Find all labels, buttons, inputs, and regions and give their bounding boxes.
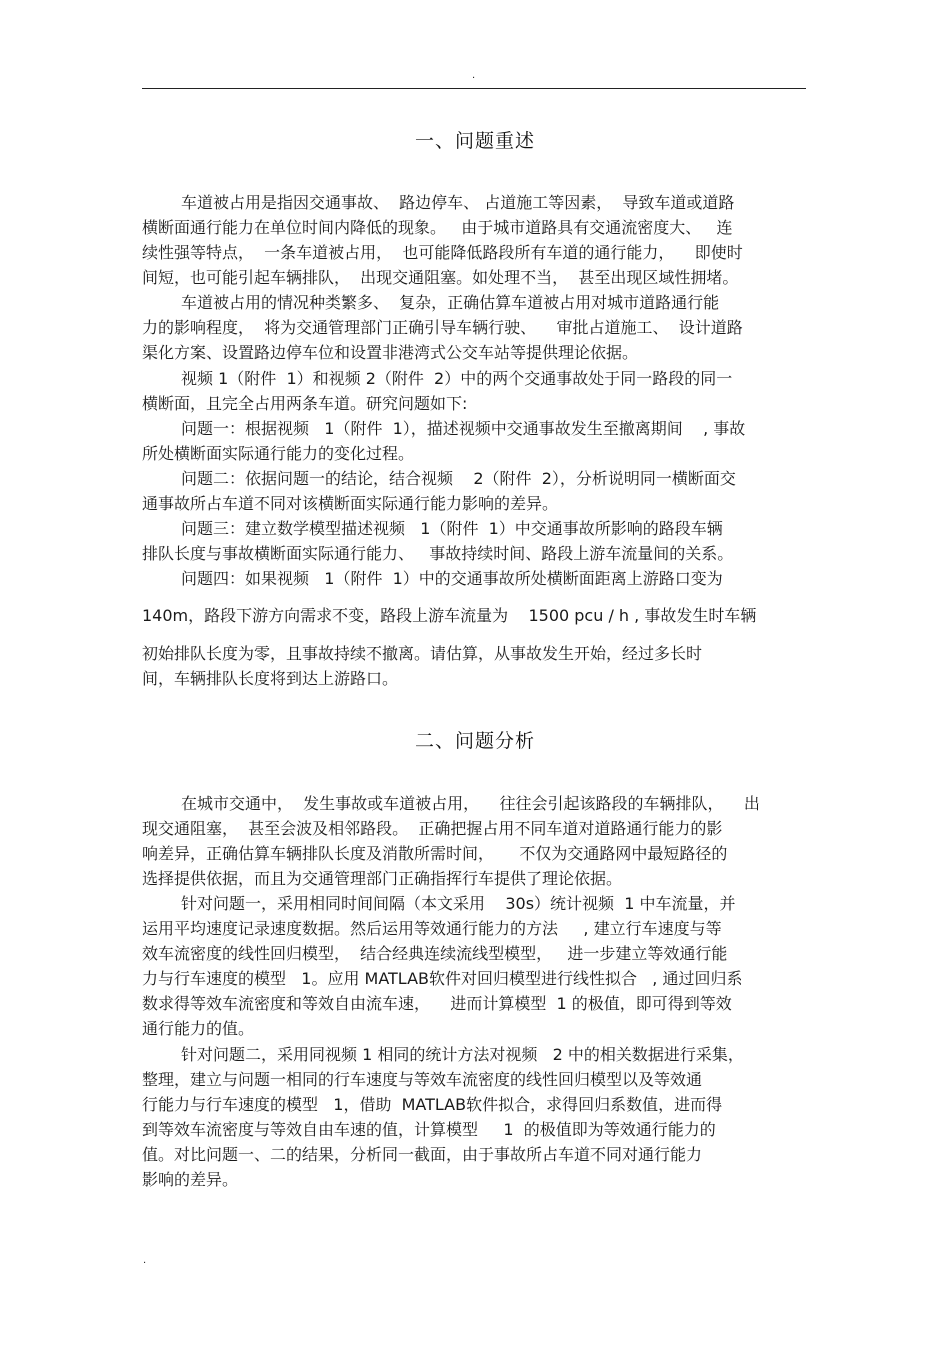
section-title: 二、问题分析 — [414, 730, 535, 752]
paragraph-line: 针对问题二，采用同视频 1 相同的统计方法对视频 2 中的相关数据进行采集， — [181, 1045, 744, 1064]
paragraph-line: 值。对比问题一、二的结果，分析同一截面，由于事故所占车道不同对通行能力 — [142, 1145, 703, 1164]
paragraph-line: 影响的差异。 — [142, 1170, 239, 1189]
paragraph-line: 到等效车流密度与等效自由车速的值，计算模型 1 的极值即为等效通行能力的 — [142, 1120, 716, 1139]
section-title: 一、问题重述 — [414, 130, 535, 152]
paragraph-line: 问题二：依据问题一的结论，结合视频 2（附件 2），分析说明同一横断面交 — [181, 469, 736, 488]
paragraph-line: 车道被占用是指因交通事故、 路边停车、 占道施工等因素， 导致车道或道路 — [181, 193, 735, 212]
paragraph-line: 运用平均速度记录速度数据。然后运用等效通行能力的方法 , 建立行车速度与等 — [142, 919, 722, 938]
paragraph-line: 响差异，正确估算车辆排队长度及消散所需时间， 不仅为交通路网中最短路径的 — [142, 844, 728, 863]
paragraph-line: 续性强等特点， 一条车道被占用， 也可能降低路段所有车道的通行能力， 即使时 — [142, 243, 743, 262]
page-top-mark: . — [472, 70, 476, 81]
paragraph-line: 所处横断面实际通行能力的变化过程。 — [142, 444, 415, 463]
paragraph-line: 问题三：建立数学模型描述视频 1（附件 1）中交通事故所影响的路段车辆 — [181, 519, 723, 538]
paragraph-line: 140m，路段下游方向需求不变，路段上游车流量为 1500 pcu / h , 事故发生时车辆 — [142, 606, 757, 625]
paragraph-line: 整理，建立与问题一相同的行车速度与等效车流密度的线性回归模型以及等效通 — [142, 1070, 703, 1089]
paragraph-line: 排队长度与事故横断面实际通行能力、 事故持续时间、路段上游车流量间的关系。 — [142, 544, 734, 563]
paragraph-line: 针对问题一，采用相同时间间隔（本文采用 30s）统计视频 1 中车流量，并 — [181, 894, 736, 913]
paragraph-line: 车道被占用的情况种类繁多、 复杂，正确估算车道被占用对城市道路通行能 — [181, 293, 720, 312]
paragraph-line: 初始排队长度为零，且事故持续不撤离。请估算，从事故发生开始，经过多长时 — [142, 644, 703, 663]
paragraph-line: 间，车辆排队长度将到达上游路口。 — [142, 669, 399, 688]
paragraph-line: 渠化方案、设置路边停车位和设置非港湾式公交车站等提供理论依据。 — [142, 343, 639, 362]
paragraph-line: 问题四：如果视频 1（附件 1）中的交通事故所处横断面距离上游路口变为 — [181, 569, 723, 588]
paragraph-line: 间短，也可能引起车辆排队， 出现交通阻塞。如处理不当， 甚至出现区域性拥堵。 — [142, 268, 739, 287]
paragraph-line: 现交通阻塞， 甚至会波及相邻路段。 正确把握占用不同车道对道路通行能力的影 — [142, 819, 723, 838]
paragraph-line: 视频 1（附件 1）和视频 2（附件 2）中的两个交通事故处于同一路段的同一 — [181, 369, 733, 388]
paragraph-line: 数求得等效车流密度和等效自由流车速， 进而计算模型 1 的极值，即可得到等效 — [142, 994, 732, 1013]
paragraph-line: 通行能力的值。 — [142, 1019, 255, 1038]
paragraph-line: 横断面通行能力在单位时间内降低的现象。 由于城市道路具有交通流密度大、 连 — [142, 218, 733, 237]
page-bottom-mark: . — [143, 1255, 147, 1266]
paragraph-line: 选择提供依据，而且为交通管理部门正确指挥行车提供了理论依据。 — [142, 869, 623, 888]
paragraph-line: 力与行车速度的模型 1。应用 MATLAB软件对回归模型进行线性拟合 , 通过回归系 — [142, 969, 743, 988]
paragraph-line: 在城市交通中， 发生事故或车道被占用， 往往会引起该路段的车辆排队， 出 — [181, 794, 760, 813]
paragraph-line: 行能力与行车速度的模型 1，借助 MATLAB软件拟合，求得回归系数值，进而得 — [142, 1095, 723, 1114]
paragraph-line: 问题一：根据视频 1（附件 1），描述视频中交通事故发生至撤离期间 , 事故 — [181, 419, 746, 438]
paragraph-line: 横断面，且完全占用两条车道。研究问题如下: — [142, 394, 468, 413]
header-rule — [142, 88, 806, 89]
paragraph-line: 力的影响程度， 将为交通管理部门正确引导车辆行驶、 审批占道施工、 设计道路 — [142, 318, 743, 337]
paragraph-line: 效车流密度的线性回归模型， 结合经典连续流线型模型， 进一步建立等效通行能 — [142, 944, 728, 963]
paragraph-line: 通事故所占车道不同对该横断面实际通行能力影响的差异。 — [142, 494, 559, 513]
